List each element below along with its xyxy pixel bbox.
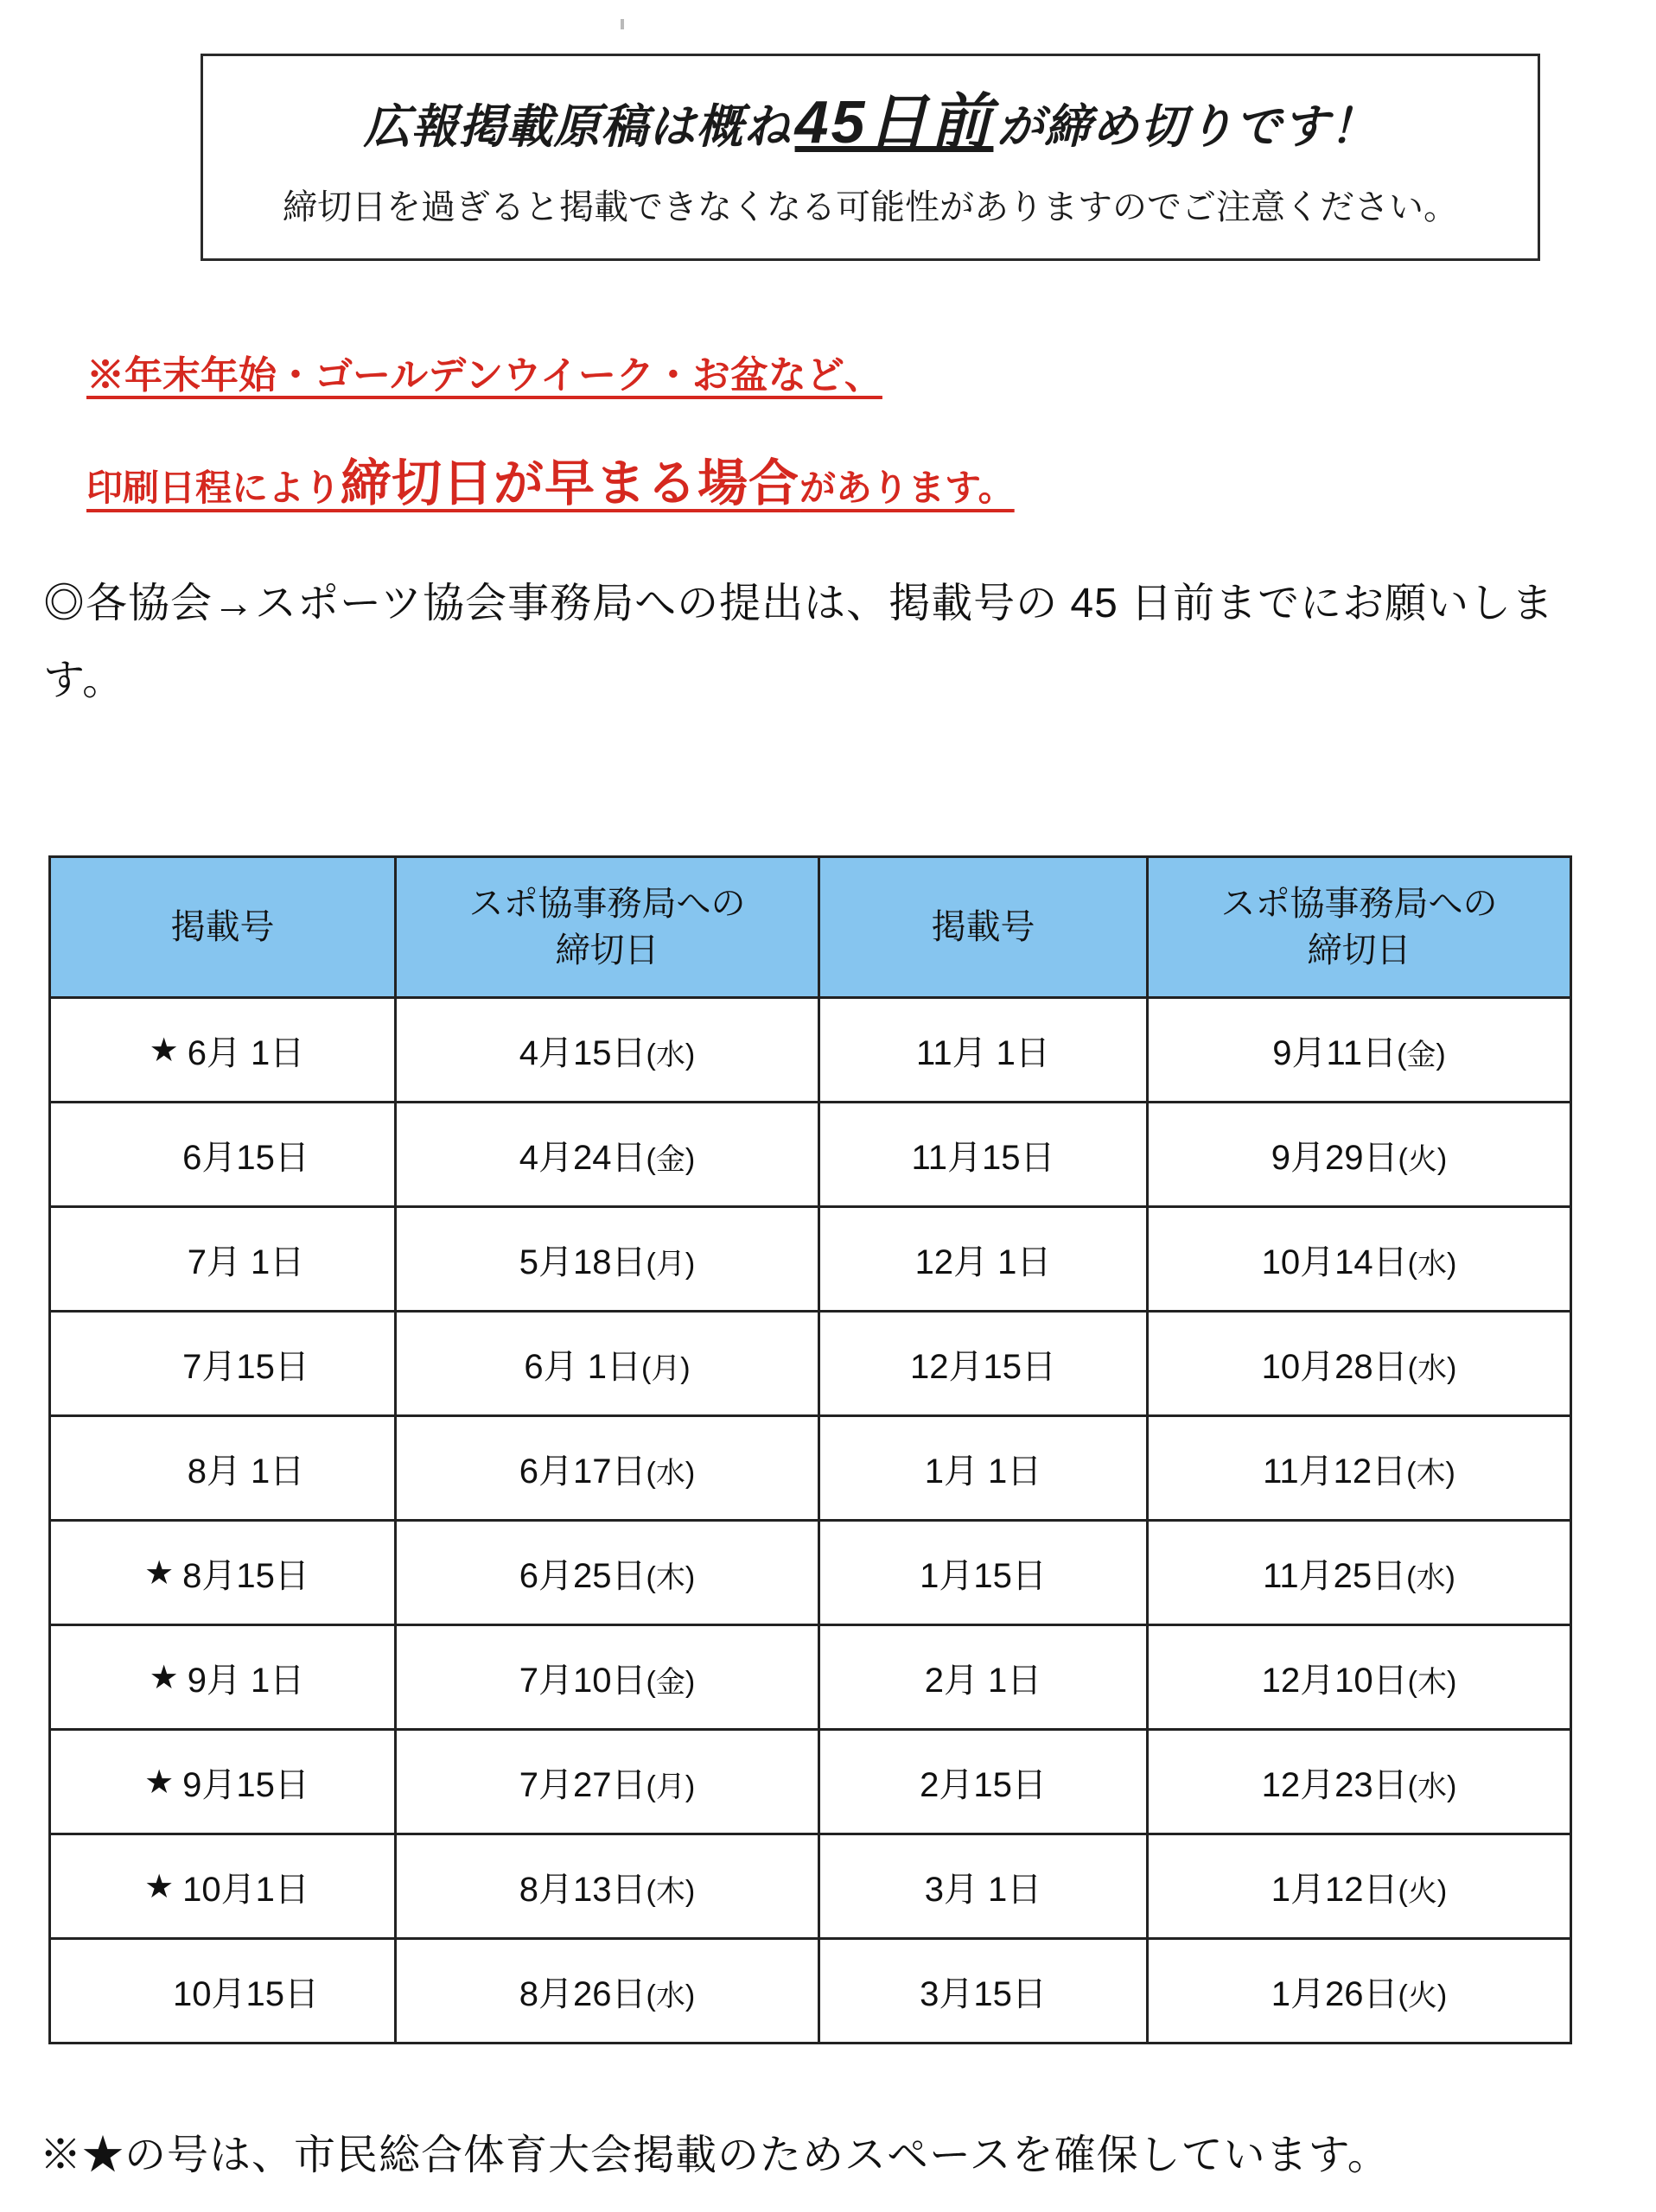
deadline-date: 1月26日 xyxy=(1271,1974,1398,2013)
header-line-1: スポ協事務局への xyxy=(468,885,746,923)
notice-headline-suffix: が締め切りです！ xyxy=(997,101,1378,153)
cell-deadline-right xyxy=(1148,1207,1571,1312)
warning-line-2-suffix: があります。 xyxy=(799,467,1015,508)
deadline-date: 4月24日 xyxy=(519,1138,646,1177)
deadline-weekday: (月) xyxy=(640,1351,691,1385)
star-marker: ★ xyxy=(149,1032,179,1069)
notice-headline-emphasis: 45日前 xyxy=(794,88,994,156)
deadline-date: 9月29日 xyxy=(1271,1138,1398,1177)
cell-deadline-left xyxy=(396,1730,819,1834)
deadline-notice-box xyxy=(201,54,1540,261)
cell-issue-left xyxy=(50,1730,396,1834)
cell-deadline-right xyxy=(1148,1730,1571,1834)
notice-headline xyxy=(220,89,1520,156)
header-cell-deadline-left xyxy=(396,857,819,998)
cell-deadline-left xyxy=(396,1625,819,1730)
footnote-star-explanation: ※★の号は、市民総合体育大会掲載のためスペースを確保しています。 xyxy=(40,2133,1390,2178)
deadline-date: 8月26日 xyxy=(519,1974,646,2013)
table-row xyxy=(50,1416,1571,1521)
deadline-date: 11月25日 xyxy=(1263,1556,1407,1595)
cell-issue-left xyxy=(50,1834,396,1939)
cell-deadline-left xyxy=(396,1834,819,1939)
deadline-date: 9月11日 xyxy=(1272,1033,1398,1072)
cell-deadline-left xyxy=(396,1416,819,1521)
star-marker: ★ xyxy=(144,1868,175,1905)
table-header-row xyxy=(50,857,1571,998)
issue-date: 11月15日 xyxy=(911,1138,1055,1177)
table-row xyxy=(50,1207,1571,1312)
issue-date: 1月 1日 xyxy=(924,1452,1042,1491)
star-marker: ★ xyxy=(149,1659,179,1696)
table-row xyxy=(50,1625,1571,1730)
table-row xyxy=(50,1312,1571,1416)
deadline-date: 1月12日 xyxy=(1271,1870,1398,1909)
deadline-date: 5月18日 xyxy=(519,1243,646,1281)
cell-deadline-right xyxy=(1148,998,1571,1103)
cell-deadline-right xyxy=(1148,1103,1571,1207)
cell-issue-right xyxy=(819,998,1148,1103)
cell-issue-left xyxy=(50,998,396,1103)
cell-issue-right xyxy=(819,1625,1148,1730)
cell-issue-left xyxy=(50,1207,396,1312)
warning-line-2 xyxy=(86,442,1015,515)
issue-date: 7月15日 xyxy=(182,1347,309,1386)
schedule-table xyxy=(48,855,1572,2044)
deadline-date: 7月27日 xyxy=(519,1765,646,1804)
deadline-weekday: (火) xyxy=(1398,1979,1448,2012)
deadline-weekday: (火) xyxy=(1398,1142,1448,1176)
cell-issue-left xyxy=(50,1312,396,1416)
deadline-date: 6月17日 xyxy=(519,1452,646,1491)
deadline-date: 7月10日 xyxy=(519,1661,646,1700)
cell-deadline-right xyxy=(1148,1416,1571,1521)
deadline-date: 10月28日 xyxy=(1261,1347,1408,1386)
table-row xyxy=(50,998,1571,1103)
deadline-weekday: (金) xyxy=(1397,1038,1446,1071)
cell-deadline-left xyxy=(396,1939,819,2044)
deadline-weekday: (水) xyxy=(646,1038,696,1071)
deadline-weekday: (木) xyxy=(646,1874,696,1908)
warning-line-1: ※年末年始・ゴールデンウイーク・お盆など、 xyxy=(86,354,882,397)
deadline-weekday: (金) xyxy=(646,1142,696,1176)
issue-date: 6月15日 xyxy=(182,1138,309,1177)
issue-date: 10月1日 xyxy=(182,1870,309,1909)
table-row xyxy=(50,1834,1571,1939)
notice-subtext: 締切日を過ぎると掲載できなくなる可能性がありますのでご注意ください。 xyxy=(283,188,1458,226)
issue-date: 3月15日 xyxy=(920,1974,1047,2013)
deadline-date: 12月10日 xyxy=(1261,1661,1408,1700)
star-marker: ★ xyxy=(144,1554,175,1592)
deadline-weekday: (木) xyxy=(646,1560,696,1594)
table-row xyxy=(50,1521,1571,1625)
table-row xyxy=(50,1939,1571,2044)
deadline-weekday: (水) xyxy=(1407,1351,1457,1385)
issue-date: 11月 1日 xyxy=(916,1033,1050,1072)
deadline-weekday: (木) xyxy=(1406,1456,1455,1490)
deadline-weekday: (水) xyxy=(1407,1247,1457,1281)
submission-instruction: ◎各協会→スポーツ協会事務局への提出は、掲載号の 45 日前までにお願いします。 xyxy=(43,581,1555,703)
deadline-weekday: (水) xyxy=(1407,1770,1457,1803)
cell-issue-left xyxy=(50,1416,396,1521)
deadline-weekday: (木) xyxy=(1407,1665,1457,1699)
cell-issue-right xyxy=(819,1103,1148,1207)
issue-date: 10月15日 xyxy=(173,1974,319,2013)
cell-deadline-right xyxy=(1148,1939,1571,2044)
notice-headline-prefix: 広報掲載原稿は概ね xyxy=(363,101,792,153)
cell-issue-left xyxy=(50,1625,396,1730)
issue-date: 7月 1日 xyxy=(187,1243,305,1281)
cell-deadline-left xyxy=(396,998,819,1103)
cell-deadline-right xyxy=(1148,1521,1571,1625)
cell-deadline-right xyxy=(1148,1312,1571,1416)
deadline-weekday: (月) xyxy=(646,1770,696,1803)
cell-deadline-left xyxy=(396,1312,819,1416)
cell-deadline-right xyxy=(1148,1625,1571,1730)
header-line-1: 掲載号 xyxy=(931,908,1035,946)
issue-date: 12月15日 xyxy=(910,1347,1056,1386)
cell-deadline-right xyxy=(1148,1834,1571,1939)
deadline-date: 4月15日 xyxy=(519,1033,646,1072)
deadline-weekday: (火) xyxy=(1398,1874,1448,1908)
cell-issue-left xyxy=(50,1521,396,1625)
issue-date: 6月 1日 xyxy=(187,1033,305,1072)
cell-deadline-left xyxy=(396,1103,819,1207)
cell-issue-left xyxy=(50,1103,396,1207)
cell-issue-right xyxy=(819,1521,1148,1625)
issue-date: 3月 1日 xyxy=(924,1870,1042,1909)
cell-issue-right xyxy=(819,1730,1148,1834)
issue-date: 8月15日 xyxy=(182,1556,309,1595)
deadline-date: 6月25日 xyxy=(519,1556,646,1595)
cell-deadline-left xyxy=(396,1207,819,1312)
header-cell-issue-left xyxy=(50,857,396,998)
deadline-weekday: (水) xyxy=(1406,1560,1455,1594)
table-row xyxy=(50,1103,1571,1207)
issue-date: 2月 1日 xyxy=(924,1661,1042,1700)
issue-date: 12月 1日 xyxy=(914,1243,1052,1281)
issue-date: 8月 1日 xyxy=(187,1452,305,1491)
warning-line-2-emphasis: 締切日が早まる場合 xyxy=(341,455,800,512)
header-line-2: 締切日 xyxy=(555,931,659,969)
issue-date: 9月 1日 xyxy=(187,1661,305,1700)
header-cell-deadline-right xyxy=(1148,857,1571,998)
header-line-1: スポ協事務局への xyxy=(1220,885,1498,923)
header-line-2: 締切日 xyxy=(1307,931,1411,969)
issue-date: 2月15日 xyxy=(920,1765,1047,1804)
cell-issue-left xyxy=(50,1939,396,2044)
deadline-weekday: (水) xyxy=(646,1456,696,1490)
issue-date: 9月15日 xyxy=(182,1765,309,1804)
star-marker: ★ xyxy=(144,1764,175,1801)
deadline-date: 6月 1日 xyxy=(524,1347,641,1386)
header-line-1: 掲載号 xyxy=(170,908,275,946)
deadline-date: 8月13日 xyxy=(519,1870,646,1909)
cell-issue-right xyxy=(819,1939,1148,2044)
issue-date: 1月15日 xyxy=(920,1556,1047,1595)
deadline-weekday: (金) xyxy=(646,1665,696,1699)
schedule-table-wrapper xyxy=(48,855,1570,2044)
deadline-weekday: (月) xyxy=(646,1247,696,1281)
cell-issue-right xyxy=(819,1834,1148,1939)
cell-deadline-left xyxy=(396,1521,819,1625)
deadline-date: 12月23日 xyxy=(1261,1765,1408,1804)
cell-issue-right xyxy=(819,1207,1148,1312)
deadline-date: 11月12日 xyxy=(1263,1452,1407,1491)
warning-line-2-prefix: 印刷日程により xyxy=(86,467,341,508)
cell-issue-right xyxy=(819,1312,1148,1416)
table-row xyxy=(50,1730,1571,1834)
deadline-date: 10月14日 xyxy=(1261,1243,1408,1281)
cell-issue-right xyxy=(819,1416,1148,1521)
deadline-weekday: (水) xyxy=(646,1979,696,2012)
scan-speck xyxy=(621,19,624,29)
header-cell-issue-right xyxy=(819,857,1148,998)
